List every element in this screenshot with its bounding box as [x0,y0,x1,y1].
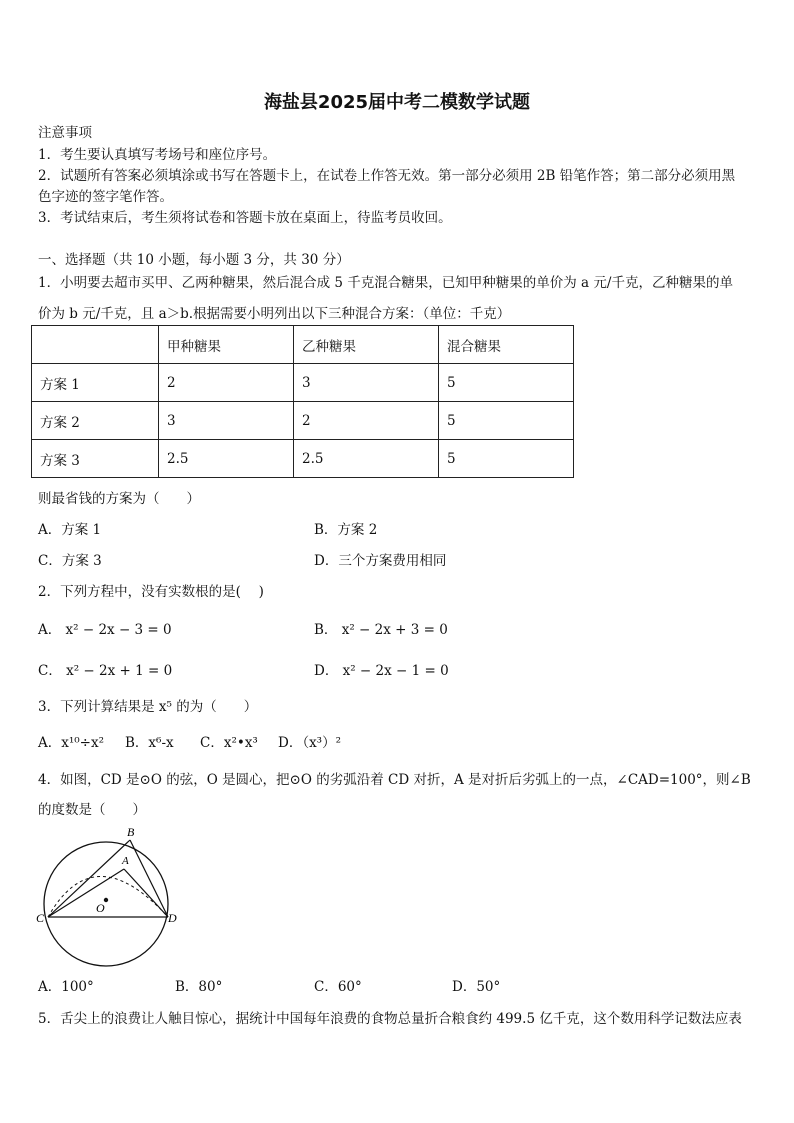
table-cell: 3 [294,364,439,402]
table-header-cell: 乙种糖果 [294,326,439,364]
section-heading: 一、选择题（共 10 小题，每小题 3 分，共 30 分） [38,252,350,268]
option-d: D． x² − 2x − 1 = 0 [314,663,449,679]
question-2-stem: 2．下列方程中，没有实数根的是( ) [38,584,264,600]
table-row [32,402,574,440]
plan-table [31,325,574,478]
option-a: A．100° [38,979,94,995]
table-header-cell: 混合糖果 [439,326,574,364]
table-cell: 5 [439,364,574,402]
option-b: B．x⁶-x [125,735,174,751]
option-a: A．x¹⁰÷x² [38,735,105,751]
segment-cb [48,840,130,917]
option-b: B．方案 2 [314,522,378,538]
table-cell: 2 [159,364,294,402]
option-d: D．（x³）² [278,735,342,751]
notice-item: 1．考生要认真填写考场号和座位序号。 [38,147,277,163]
option-b: B． x² − 2x + 3 = 0 [314,622,448,638]
table-header-cell: 甲种糖果 [159,326,294,364]
circle-fold-figure [34,824,184,969]
label-o: O [96,901,105,915]
question-4-line-1: 4．如图，CD 是⊙O 的弦，O 是圆心，把⊙O 的劣弧沿着 CD 对折，A 是对折后劣弧上的一点，∠CAD=100°，则∠B [38,772,751,788]
notice-heading: 注意事项 [38,125,92,141]
table-cell: 方案 2 [32,402,159,440]
label-c: C [36,911,45,925]
table-cell: 5 [439,440,574,478]
table-header-cell [32,326,159,364]
question-4-line-2: 的度数是（ ） [38,802,146,818]
notice-item: 色字迹的签字笔作答。 [38,189,173,205]
option-c: C．x²•x³ [200,735,258,751]
notice-item: 2．试题所有答案必须填涂或书写在答题卡上，在试卷上作答无效。第一部分必须用 2B 铅笔作答；第二部分必须用黑 [38,168,736,184]
option-c: C． x² − 2x + 1 = 0 [38,663,173,679]
option-a: A．方案 1 [38,522,102,538]
option-d: D．50° [452,979,501,995]
option-c: C．方案 3 [38,553,102,569]
table-cell: 2.5 [294,440,439,478]
question-1-ask: 则最省钱的方案为（ ） [38,491,200,507]
label-a: A [122,855,129,867]
table-cell: 方案 3 [32,440,159,478]
notice-item: 3．考试结束后，考生须将试卷和答题卡放在桌面上，待监考员收回。 [38,210,452,226]
segment-ca [48,869,124,917]
option-b: B．80° [175,979,223,995]
label-d: D [168,911,177,925]
question-1-line-1: 1．小明要去超市买甲、乙两种糖果，然后混合成 5 千克混合糖果，已知甲种糖果的单价为 a 元/千克，乙种糖果的单 [38,275,733,291]
table-row [32,440,574,478]
table-cell: 3 [159,402,294,440]
table-cell: 2 [294,402,439,440]
question-1-line-2: 价为 b 元/千克，且 a＞b.根据需要小明列出以下三种混合方案：（单位：千克） [38,306,511,322]
question-3-stem: 3．下列计算结果是 x⁵ 的为（ ） [38,699,258,715]
table-header-row [32,326,574,364]
table-cell: 方案 1 [32,364,159,402]
option-c: C．60° [314,979,362,995]
table-cell: 2.5 [159,440,294,478]
table-cell: 5 [439,402,574,440]
option-a: A． x² − 2x − 3 = 0 [38,622,172,638]
page-title: 海盐县2025届中考二模数学试题 [263,92,531,113]
option-d: D．三个方案费用相同 [314,553,447,569]
question-5-line-1: 5．舌尖上的浪费让人触目惊心，据统计中国每年浪费的食物总量折合粮食约 499.5 亿千克，这个数用科学记数法应表 [38,1011,742,1027]
table-row [32,364,574,402]
label-b: B [127,825,135,839]
